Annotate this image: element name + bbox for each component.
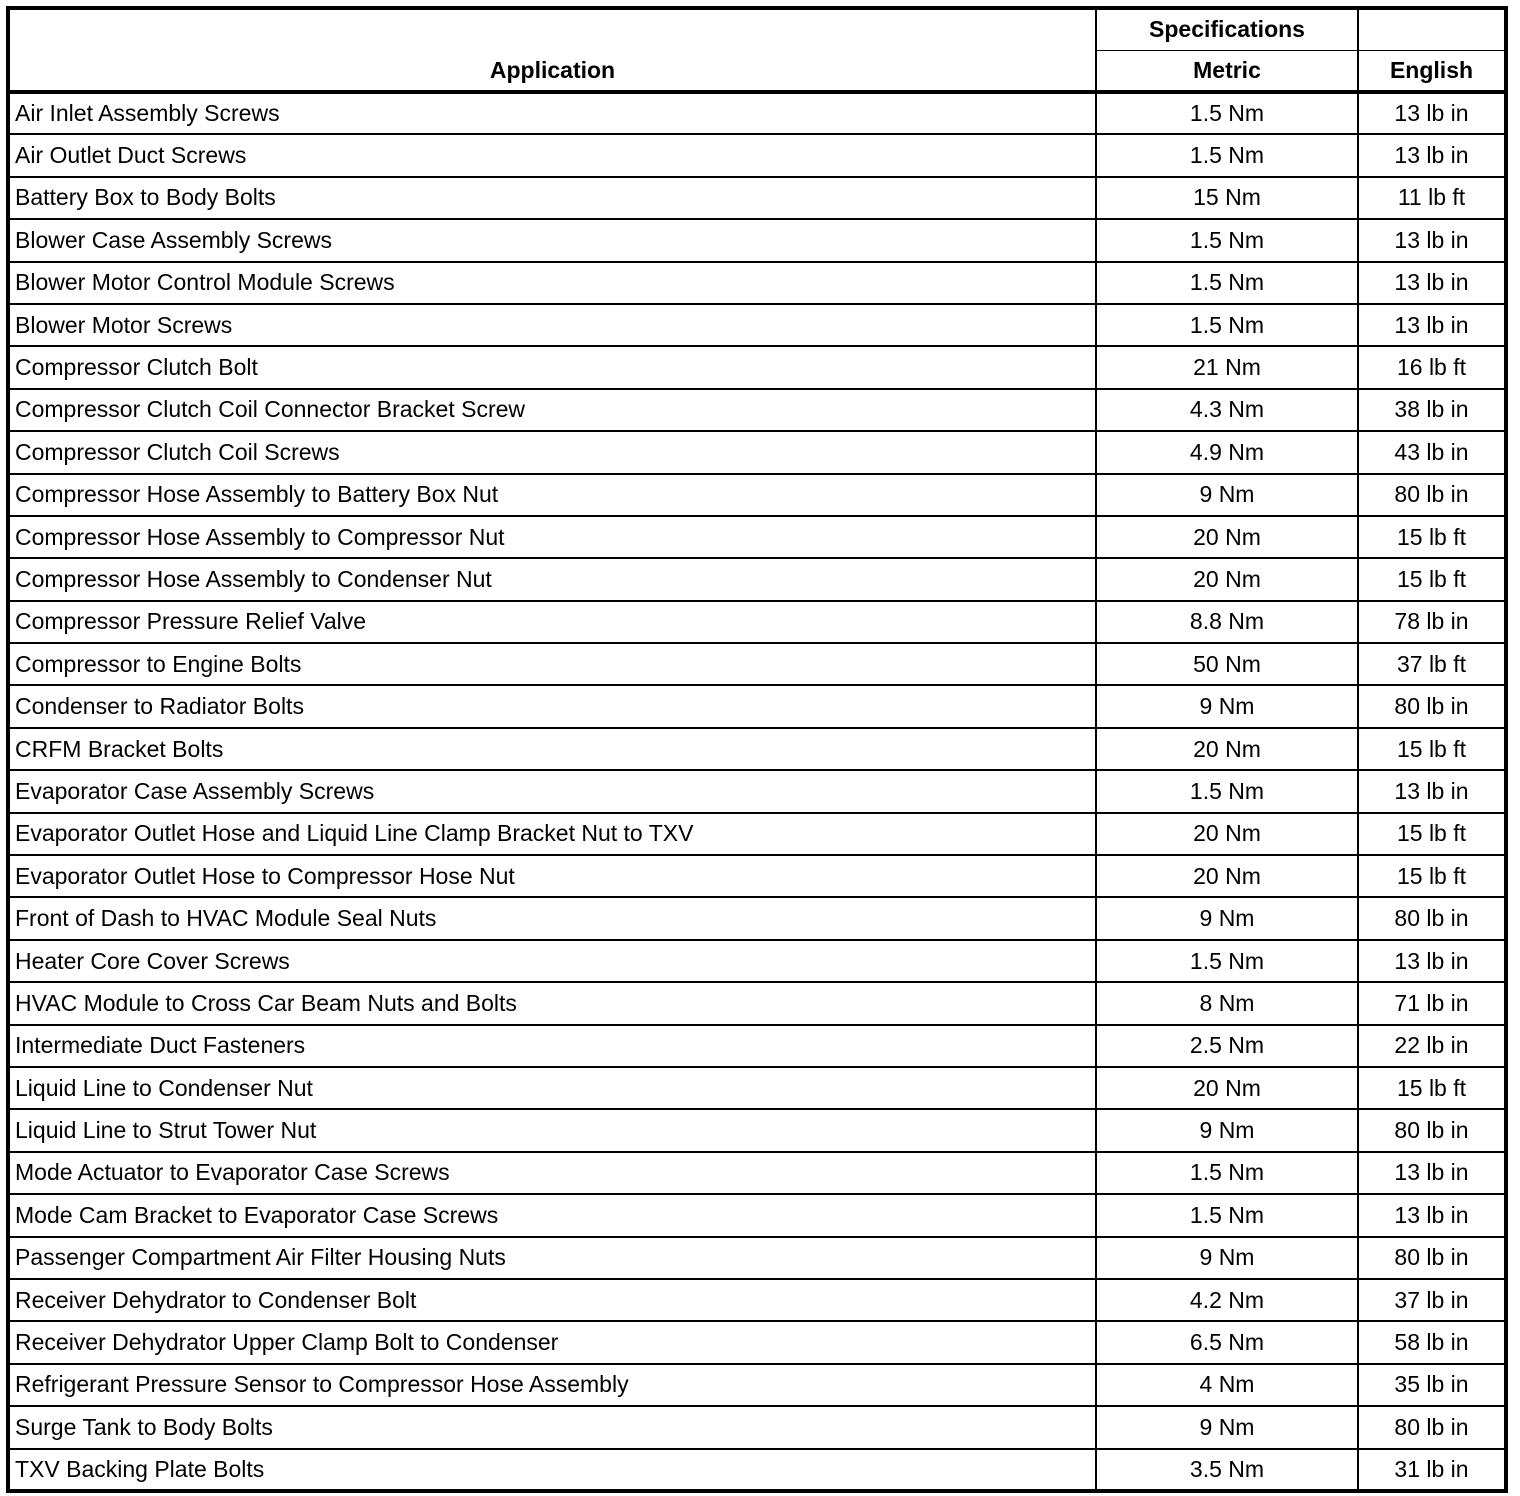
metric-value-cell: 4 Nm (1096, 1364, 1358, 1406)
application-cell: Front of Dash to HVAC Module Seal Nuts (8, 897, 1096, 939)
table-row (8, 389, 1506, 431)
english-value-cell: 15 lb ft (1358, 855, 1506, 897)
table-row (8, 346, 1506, 388)
english-value-cell: 80 lb in (1358, 1109, 1506, 1151)
metric-value-cell: 9 Nm (1096, 1109, 1358, 1151)
table-row (8, 92, 1506, 134)
application-cell: Compressor to Engine Bolts (8, 643, 1096, 685)
application-cell: Condenser to Radiator Bolts (8, 685, 1096, 727)
header-row-top (8, 8, 1506, 50)
table-row (8, 728, 1506, 770)
table-row (8, 262, 1506, 304)
metric-value-cell: 20 Nm (1096, 558, 1358, 600)
application-cell: Compressor Clutch Coil Screws (8, 431, 1096, 473)
application-cell: Compressor Hose Assembly to Condenser Nut (8, 558, 1096, 600)
english-value-cell: 78 lb in (1358, 601, 1506, 643)
english-value-cell: 37 lb ft (1358, 643, 1506, 685)
english-value-cell: 37 lb in (1358, 1279, 1506, 1321)
table-row (8, 1237, 1506, 1279)
english-value-cell: 80 lb in (1358, 897, 1506, 939)
english-value-cell: 13 lb in (1358, 134, 1506, 176)
application-cell: Blower Case Assembly Screws (8, 219, 1096, 261)
application-cell: Blower Motor Screws (8, 304, 1096, 346)
english-value-cell: 22 lb in (1358, 1025, 1506, 1067)
table-row (8, 1194, 1506, 1236)
table-row (8, 685, 1506, 727)
english-value-cell: 35 lb in (1358, 1364, 1506, 1406)
metric-value-cell: 15 Nm (1096, 177, 1358, 219)
metric-value-cell: 8 Nm (1096, 982, 1358, 1024)
application-cell: Passenger Compartment Air Filter Housing Nuts (8, 1237, 1096, 1279)
table-row (8, 516, 1506, 558)
application-cell: Heater Core Cover Screws (8, 940, 1096, 982)
fastener-torque-specifications-table (6, 6, 1508, 1493)
table-row (8, 1321, 1506, 1363)
application-cell: Liquid Line to Condenser Nut (8, 1067, 1096, 1109)
application-cell: Liquid Line to Strut Tower Nut (8, 1109, 1096, 1151)
metric-value-cell: 9 Nm (1096, 474, 1358, 516)
table-row (8, 1364, 1506, 1406)
application-cell: Compressor Pressure Relief Valve (8, 601, 1096, 643)
application-cell: Mode Actuator to Evaporator Case Screws (8, 1152, 1096, 1194)
english-value-cell: 31 lb in (1358, 1449, 1506, 1491)
application-cell: Battery Box to Body Bolts (8, 177, 1096, 219)
table-row (8, 558, 1506, 600)
application-cell: Air Inlet Assembly Screws (8, 92, 1096, 134)
metric-value-cell: 9 Nm (1096, 1237, 1358, 1279)
table-row (8, 304, 1506, 346)
metric-value-cell: 2.5 Nm (1096, 1025, 1358, 1067)
english-value-cell: 38 lb in (1358, 389, 1506, 431)
table-row (8, 134, 1506, 176)
table-header (8, 8, 1506, 92)
metric-value-cell: 1.5 Nm (1096, 219, 1358, 261)
metric-value-cell: 20 Nm (1096, 516, 1358, 558)
application-cell: Compressor Hose Assembly to Compressor Nut (8, 516, 1096, 558)
metric-value-cell: 1.5 Nm (1096, 304, 1358, 346)
metric-value-cell: 3.5 Nm (1096, 1449, 1358, 1491)
metric-column-header: Metric (1096, 50, 1358, 92)
application-cell: HVAC Module to Cross Car Beam Nuts and Bolts (8, 982, 1096, 1024)
english-value-cell: 13 lb in (1358, 1194, 1506, 1236)
application-cell: Air Outlet Duct Screws (8, 134, 1096, 176)
application-cell: Intermediate Duct Fasteners (8, 1025, 1096, 1067)
metric-value-cell: 6.5 Nm (1096, 1321, 1358, 1363)
table-row (8, 643, 1506, 685)
english-value-cell: 16 lb ft (1358, 346, 1506, 388)
table-row (8, 1279, 1506, 1321)
application-cell: Refrigerant Pressure Sensor to Compressor Hose Assembly (8, 1364, 1096, 1406)
application-cell: Evaporator Outlet Hose and Liquid Line Clamp Bracket Nut to TXV (8, 813, 1096, 855)
table-row (8, 1067, 1506, 1109)
table-row (8, 855, 1506, 897)
english-column-header: English (1358, 50, 1506, 92)
english-value-cell: 13 lb in (1358, 1152, 1506, 1194)
application-cell: Compressor Clutch Coil Connector Bracket Screw (8, 389, 1096, 431)
english-value-cell: 13 lb in (1358, 770, 1506, 812)
english-value-cell: 80 lb in (1358, 1406, 1506, 1448)
table-row (8, 601, 1506, 643)
table-row (8, 431, 1506, 473)
metric-value-cell: 1.5 Nm (1096, 134, 1358, 176)
metric-value-cell: 20 Nm (1096, 855, 1358, 897)
english-value-cell: 13 lb in (1358, 262, 1506, 304)
table-row (8, 897, 1506, 939)
specifications-header-blank (1358, 8, 1506, 50)
english-value-cell: 71 lb in (1358, 982, 1506, 1024)
table-row (8, 1025, 1506, 1067)
english-value-cell: 15 lb ft (1358, 1067, 1506, 1109)
application-cell: CRFM Bracket Bolts (8, 728, 1096, 770)
english-value-cell: 15 lb ft (1358, 558, 1506, 600)
english-value-cell: 13 lb in (1358, 940, 1506, 982)
table-row (8, 982, 1506, 1024)
application-cell: Evaporator Outlet Hose to Compressor Hose Nut (8, 855, 1096, 897)
metric-value-cell: 20 Nm (1096, 1067, 1358, 1109)
table-row (8, 813, 1506, 855)
metric-value-cell: 1.5 Nm (1096, 940, 1358, 982)
table-row (8, 1406, 1506, 1448)
metric-value-cell: 1.5 Nm (1096, 92, 1358, 134)
metric-value-cell: 1.5 Nm (1096, 1194, 1358, 1236)
english-value-cell: 58 lb in (1358, 1321, 1506, 1363)
metric-value-cell: 1.5 Nm (1096, 262, 1358, 304)
english-value-cell: 11 lb ft (1358, 177, 1506, 219)
english-value-cell: 80 lb in (1358, 474, 1506, 516)
metric-value-cell: 4.9 Nm (1096, 431, 1358, 473)
metric-value-cell: 20 Nm (1096, 813, 1358, 855)
english-value-cell: 13 lb in (1358, 219, 1506, 261)
table-row (8, 1109, 1506, 1151)
table-row (8, 474, 1506, 516)
metric-value-cell: 50 Nm (1096, 643, 1358, 685)
application-cell: Blower Motor Control Module Screws (8, 262, 1096, 304)
metric-value-cell: 1.5 Nm (1096, 770, 1358, 812)
english-value-cell: 13 lb in (1358, 304, 1506, 346)
application-cell: Compressor Clutch Bolt (8, 346, 1096, 388)
table-row (8, 940, 1506, 982)
english-value-cell: 13 lb in (1358, 92, 1506, 134)
table-row (8, 1449, 1506, 1491)
application-column-header: Application (8, 8, 1096, 92)
metric-value-cell: 9 Nm (1096, 897, 1358, 939)
english-value-cell: 15 lb ft (1358, 728, 1506, 770)
english-value-cell: 80 lb in (1358, 685, 1506, 727)
table-row (8, 770, 1506, 812)
application-cell: Receiver Dehydrator to Condenser Bolt (8, 1279, 1096, 1321)
metric-value-cell: 9 Nm (1096, 1406, 1358, 1448)
metric-value-cell: 1.5 Nm (1096, 1152, 1358, 1194)
table-body (8, 92, 1506, 1491)
metric-value-cell: 21 Nm (1096, 346, 1358, 388)
english-value-cell: 15 lb ft (1358, 813, 1506, 855)
application-cell: TXV Backing Plate Bolts (8, 1449, 1096, 1491)
table-row (8, 177, 1506, 219)
metric-value-cell: 4.3 Nm (1096, 389, 1358, 431)
application-cell: Compressor Hose Assembly to Battery Box Nut (8, 474, 1096, 516)
specifications-header: Specifications (1096, 8, 1358, 50)
metric-value-cell: 9 Nm (1096, 685, 1358, 727)
english-value-cell: 80 lb in (1358, 1237, 1506, 1279)
metric-value-cell: 4.2 Nm (1096, 1279, 1358, 1321)
metric-value-cell: 8.8 Nm (1096, 601, 1358, 643)
application-cell: Surge Tank to Body Bolts (8, 1406, 1096, 1448)
metric-value-cell: 20 Nm (1096, 728, 1358, 770)
english-value-cell: 15 lb ft (1358, 516, 1506, 558)
english-value-cell: 43 lb in (1358, 431, 1506, 473)
application-cell: Mode Cam Bracket to Evaporator Case Screws (8, 1194, 1096, 1236)
table-row (8, 1152, 1506, 1194)
application-cell: Receiver Dehydrator Upper Clamp Bolt to Condenser (8, 1321, 1096, 1363)
table-row (8, 219, 1506, 261)
application-cell: Evaporator Case Assembly Screws (8, 770, 1096, 812)
